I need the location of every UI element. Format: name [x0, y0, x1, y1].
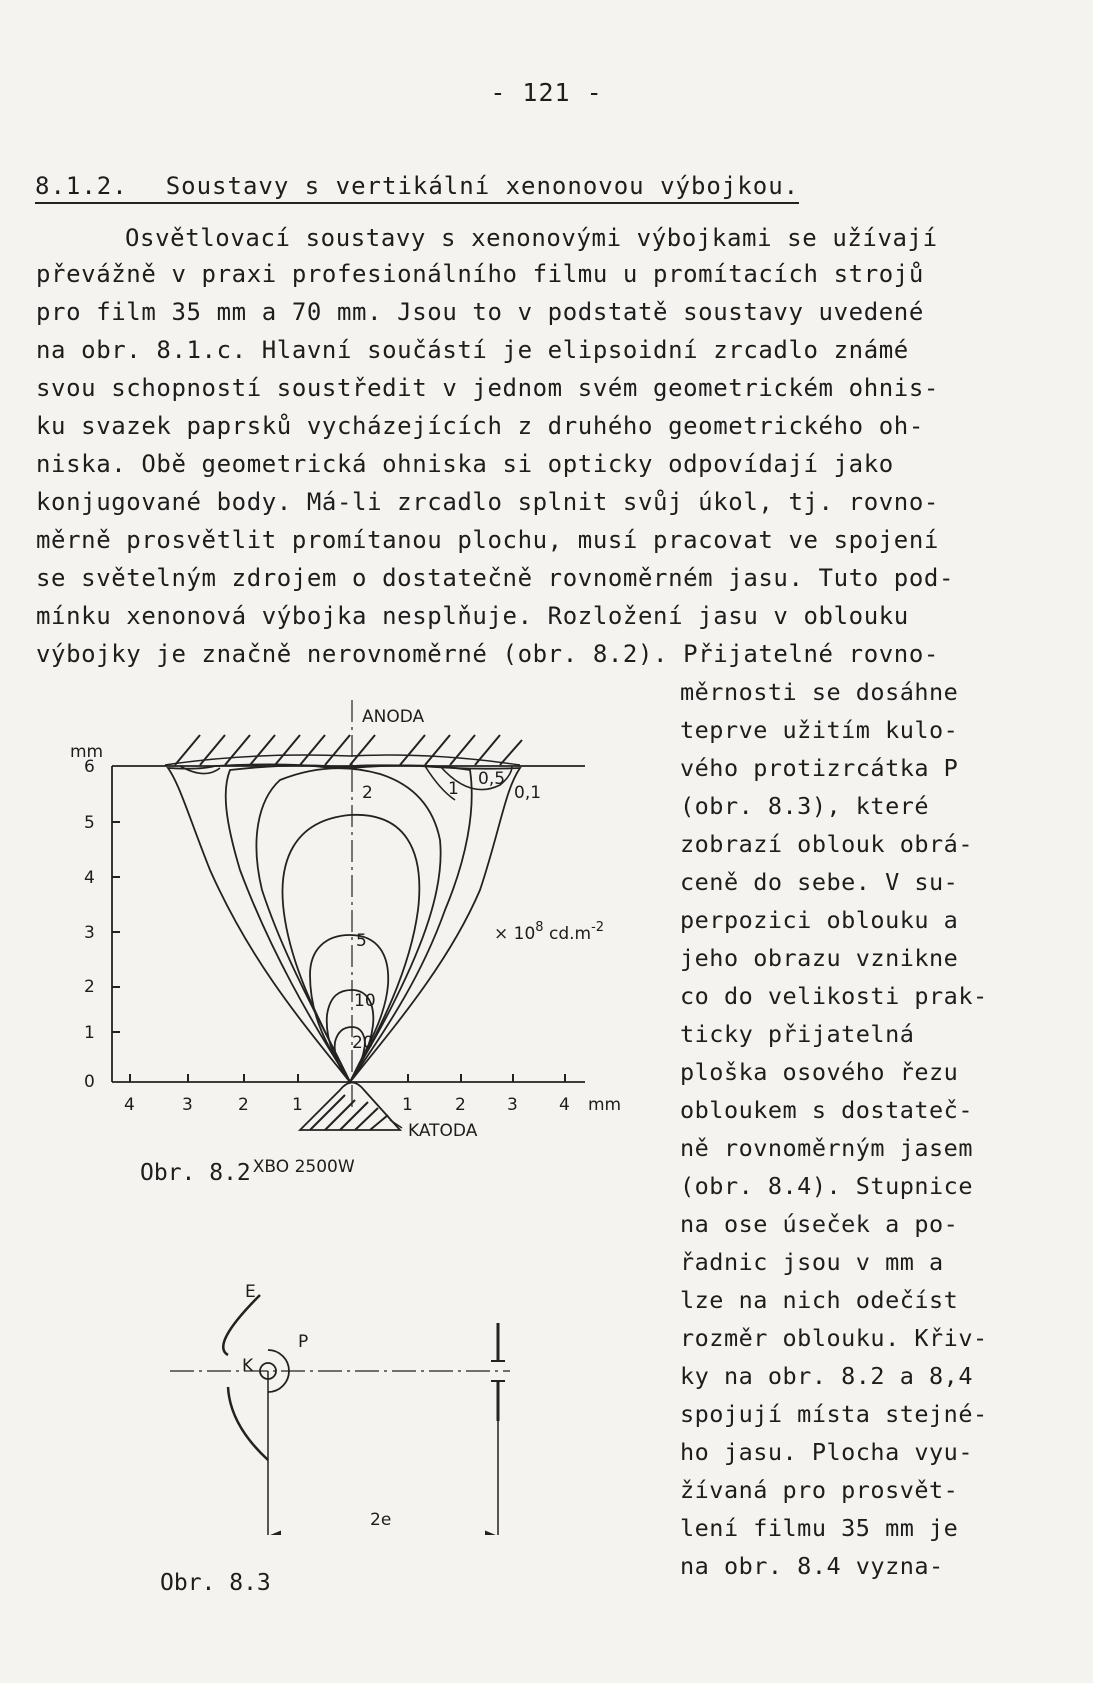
- column-line: vého protizrcátka P: [680, 754, 959, 782]
- column-line: rozměr oblouku. Křiv-: [680, 1324, 988, 1352]
- column-line: žívaná pro prosvět-: [680, 1476, 959, 1504]
- section-title: Soustavy s vertikální xenonovou výbojkou.: [165, 172, 800, 200]
- anode-label: ANODA: [362, 707, 425, 727]
- x-tick: 1: [292, 1095, 303, 1115]
- column-line: jeho obrazu vznikne: [680, 944, 959, 972]
- x-tick: 3: [507, 1095, 518, 1115]
- figure-8-2: [0, 690, 680, 1190]
- dimension-2e: 2e: [370, 1510, 392, 1530]
- column-line: měrnosti se dosáhne: [680, 678, 959, 706]
- y-tick: 3: [84, 923, 95, 943]
- x-tick: 4: [559, 1095, 570, 1115]
- y-tick: 2: [84, 977, 95, 997]
- section-heading: [35, 172, 799, 204]
- contour-label: 1: [448, 779, 459, 799]
- unit-exponent-2: -2: [591, 920, 605, 935]
- column-line: lze na nich odečíst: [680, 1286, 959, 1314]
- unit-exponent: 8: [535, 920, 544, 935]
- column-line: ně rovnoměrným jasem: [680, 1134, 973, 1162]
- column-line: ho jasu. Plocha vyu-: [680, 1438, 973, 1466]
- anode-hatching: [165, 735, 522, 765]
- cathode-label: KATODA: [408, 1121, 478, 1141]
- paragraph-line: ku svazek paprsků vycházejících z druhého geometrického oh-: [36, 412, 924, 440]
- x-tick: 2: [455, 1095, 466, 1115]
- contour-label: 10: [354, 991, 376, 1011]
- column-line: (obr. 8.3), které: [680, 792, 930, 820]
- paragraph-line: výbojky je značně nerovnoměrné (obr. 8.2). Přijatelné rovno-: [36, 640, 939, 668]
- x-tick: 4: [124, 1095, 135, 1115]
- column-line: teprve užitím kulo-: [680, 716, 959, 744]
- paragraph-line: pro film 35 mm a 70 mm. Jsou to v podstatě soustavy uvedené: [36, 298, 924, 326]
- contour-label: 20: [352, 1033, 374, 1053]
- label-p: P: [298, 1332, 309, 1352]
- column-line: ky na obr. 8.2 a 8,4: [680, 1362, 973, 1390]
- x-tick: 2: [238, 1095, 249, 1115]
- paragraph-line: konjugované body. Má-li zrcadlo splnit svůj úkol, tj. rovno-: [36, 488, 939, 516]
- y-tick: 1: [84, 1023, 95, 1043]
- column-line: co do velikosti prak-: [680, 982, 988, 1010]
- figure-8-2-caption-text: Obr. 8.2: [140, 1160, 251, 1186]
- contour-label: 0,1: [514, 783, 542, 803]
- column-line: na ose úseček a po-: [680, 1210, 959, 1238]
- label-e: E: [245, 1282, 256, 1302]
- x-unit: mm: [588, 1095, 622, 1115]
- column-line: na obr. 8.4 vyzna-: [680, 1552, 944, 1580]
- lamp-label: XBO 2500W: [252, 1157, 355, 1177]
- paragraph-line: mínku xenonová výbojka nesplňuje. Rozložení jasu v oblouku: [36, 602, 909, 630]
- paragraph-line: na obr. 8.1.c. Hlavní součástí je elipsoidní zrcadlo známé: [36, 336, 909, 364]
- unit-prefix: × 10: [494, 924, 536, 944]
- column-line: ceně do sebe. V su-: [680, 868, 959, 896]
- unit-mid: cd.m: [543, 924, 592, 944]
- contour-label: 0,5: [478, 769, 506, 789]
- column-line: zobrazí oblouk obrá-: [680, 830, 973, 858]
- column-line: ticky přijatelná: [680, 1020, 915, 1048]
- column-line: (obr. 8.4). Stupnice: [680, 1172, 973, 1200]
- paragraph-line: Osvětlovací soustavy s xenonovými výbojkami se užívají: [125, 224, 938, 252]
- y-tick: 4: [84, 868, 95, 888]
- y-tick: 0: [84, 1072, 95, 1092]
- y-unit: mm: [70, 742, 104, 762]
- column-line: řadnic jsou v mm a: [680, 1248, 944, 1276]
- column-line: obloukem s dostateč-: [680, 1096, 973, 1124]
- figure-8-3: [150, 1275, 550, 1535]
- y-tick: 5: [84, 813, 95, 833]
- column-line: perpozici oblouku a: [680, 906, 959, 934]
- contour-label: 2: [362, 783, 373, 803]
- paragraph-line: převážně v praxi profesionálního filmu u promítacích strojů: [36, 260, 924, 288]
- x-tick: 1: [402, 1095, 413, 1115]
- contour-label: 5: [356, 931, 367, 951]
- page-number: - 121 -: [490, 78, 603, 107]
- paragraph-line: se světelným zdrojem o dostatečně rovnoměrném jasu. Tuto pod-: [36, 564, 955, 592]
- unit-label: [494, 920, 604, 944]
- section-number: 8.1.2.: [35, 172, 128, 200]
- column-line: ploška osového řezu: [680, 1058, 959, 1086]
- figure-8-3-caption: Obr. 8.3: [160, 1570, 271, 1596]
- paragraph-line: měrně prosvětlit promítanou plochu, musí pracovat ve spojení: [36, 526, 939, 554]
- column-line: spojují místa stejné-: [680, 1400, 988, 1428]
- cathode-shape: [300, 1083, 400, 1131]
- x-tick: 3: [182, 1095, 193, 1115]
- label-k: K: [242, 1356, 254, 1376]
- paragraph-line: niska. Obě geometrická ohniska si opticky odpovídají jako: [36, 450, 894, 478]
- column-line: lení filmu 35 mm je: [680, 1514, 959, 1542]
- figure-8-2-caption: [140, 1157, 355, 1186]
- y-tick: 6: [84, 757, 95, 777]
- paragraph-line: svou schopností soustředit v jednom svém geometrickém ohnis-: [36, 374, 939, 402]
